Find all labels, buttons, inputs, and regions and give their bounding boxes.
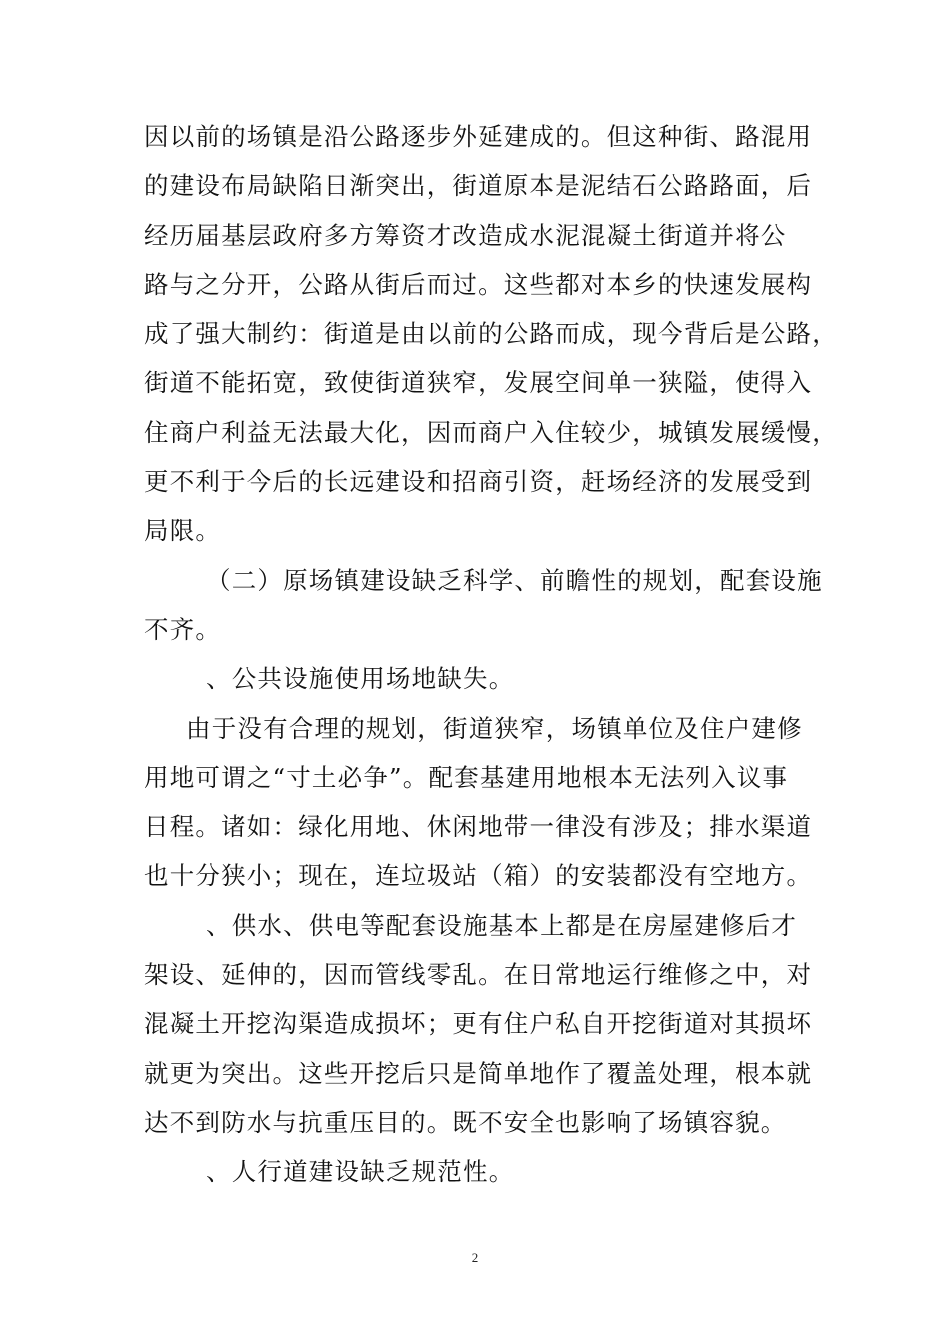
- text-line: 也十分狭小；现在，连垃圾站（箱）的安装都没有空地方。: [144, 861, 813, 891]
- subheading-public-facilities: [144, 654, 820, 703]
- text-line: 、供水、供电等配套设施基本上都是在房屋建修后才: [206, 910, 798, 940]
- subheading-line: 、人行道建设缺乏规范性。: [206, 1157, 515, 1187]
- body-text: [144, 112, 838, 1197]
- text-line: 架设、延伸的，因而管线零乱。在日常地运行维修之中，对: [144, 960, 813, 990]
- subheading-sidewalk: [144, 1147, 820, 1196]
- paragraph-land-shortage: [144, 704, 820, 901]
- text-line: 由于没有合理的规划，街道狭窄，场镇单位及住户建修: [186, 713, 803, 743]
- paragraph-street-layout: [144, 112, 838, 556]
- text-line: 住商户利益无法最大化，因而商户入住较少，城镇发展缓慢，: [144, 417, 838, 447]
- text-line: 更不利于今后的长远建设和招商引资，赶场经济的发展受到: [144, 467, 813, 497]
- text-line: 的建设布局缺陷日渐突出，街道原本是泥结石公路路面，后: [144, 171, 813, 201]
- text-line: 达不到防水与抗重压目的。既不安全也影响了场镇容貌。: [144, 1107, 787, 1137]
- page-number: 2: [471, 1250, 479, 1265]
- text-line: 局限。: [144, 516, 222, 546]
- heading-line: 不齐。: [144, 614, 222, 644]
- text-line: 用地可谓之“寸土必争”。配套基建用地根本无法列入议事: [144, 762, 789, 792]
- text-line: 经历届基层政府多方筹资才改造成水泥混凝土街道并将公: [144, 220, 787, 250]
- text-line: 成了强大制约：街道是由以前的公路而成，现今背后是公路，: [144, 319, 838, 349]
- heading-line: （二）原场镇建设缺乏科学、前瞻性的规划，配套设施: [206, 565, 823, 595]
- text-line: 日程。诸如：绿化用地、休闲地带一律没有涉及；排水渠道: [144, 812, 813, 842]
- text-line: 就更为突出。这些开挖后只是简单地作了覆盖处理，根本就: [144, 1058, 813, 1088]
- paragraph-utilities: [144, 901, 820, 1147]
- section-heading-planning: [144, 556, 823, 655]
- text-line: 混凝土开挖沟渠造成损坏；更有住户私自开挖街道对其损坏: [144, 1009, 813, 1039]
- text-line: 因以前的场镇是沿公路逐步外延建成的。但这种街、路混用: [144, 122, 813, 151]
- text-line: 路与之分开，公路从街后而过。这些都对本乡的快速发展构: [144, 269, 813, 299]
- subheading-line: 、公共设施使用场地缺失。: [206, 664, 515, 694]
- text-line: 街道不能拓宽，致使街道狭窄，发展空间单一狭隘，使得入: [144, 368, 813, 398]
